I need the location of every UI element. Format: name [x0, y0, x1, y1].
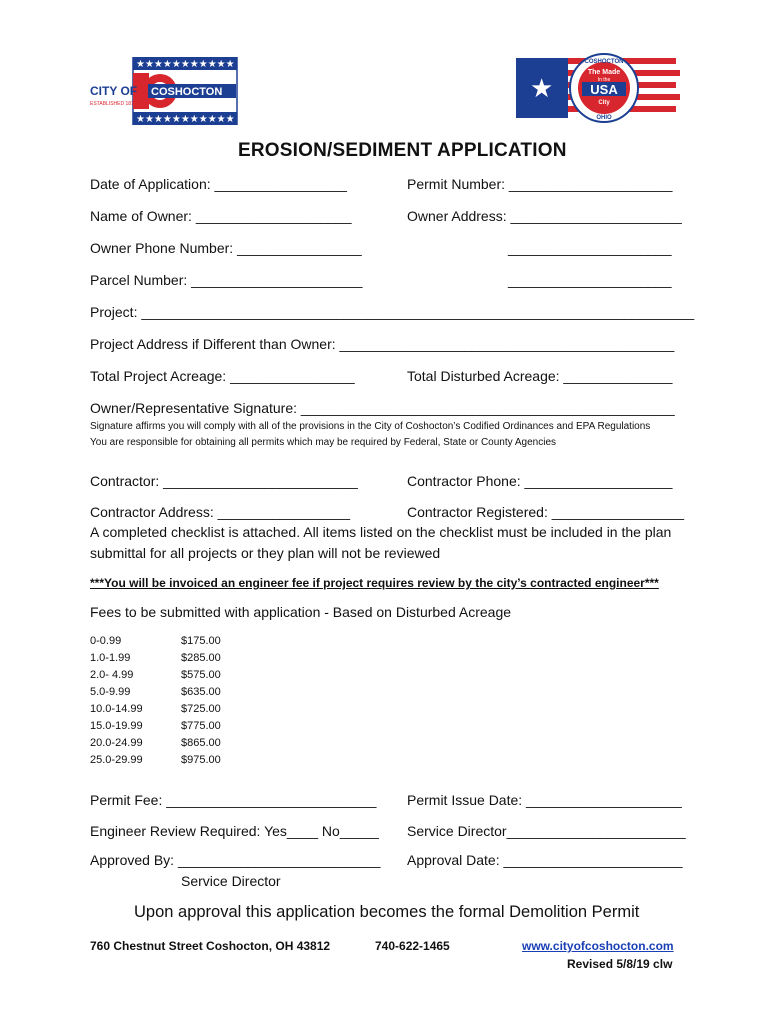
badge-bottom-text: OHIO — [596, 115, 612, 121]
project-address-field[interactable]: Project Address if Different than Owner: ___________________________________________ — [90, 336, 675, 352]
footer-phone: 740-622-1465 — [375, 939, 450, 953]
footer-revised: Revised 5/8/19 clw — [567, 957, 673, 971]
fee-range: 1.0-1.99 — [90, 652, 131, 664]
contractor-phone-field[interactable]: Contractor Phone: ___________________ — [407, 473, 673, 489]
permit-issue-date-field[interactable]: Permit Issue Date: ____________________ — [407, 792, 682, 808]
fee-range-column — [90, 633, 143, 769]
fee-range: 10.0-14.99 — [90, 703, 143, 715]
logo-established-text: ESTABLISHED 1811 — [90, 101, 137, 107]
badge-made-text: The Made — [587, 69, 621, 76]
permit-number-field[interactable]: Permit Number: _____________________ — [407, 176, 673, 192]
contractor-address-field[interactable]: Contractor Address: _________________ — [90, 504, 350, 520]
made-in-usa-city-badge — [512, 52, 680, 124]
footer-website-link[interactable]: www.cityofcoshocton.com — [522, 939, 674, 953]
svg-text:★★★★★★★★★★★: ★★★★★★★★★★★ — [136, 59, 235, 70]
permit-fee-field[interactable]: Permit Fee: ___________________________ — [90, 792, 377, 808]
engineer-fee-notice: ***You will be invoiced an engineer fee if project requires review by the city’s contracted engineer*** — [90, 576, 659, 590]
owner-address-line-2[interactable]: _____________________ — [508, 240, 672, 256]
signature-note-ordinances: Signature affirms you will comply with all of the provisions in the City of Coshocton’s Codified Ordinances and EPA Regulations — [90, 421, 651, 432]
checklist-statement-line-2: submittal for all projects or they plan will not be reviewed — [90, 545, 441, 561]
badge-star-icon: ★ — [530, 74, 554, 104]
svg-text:★★★★★★★★★★★: ★★★★★★★★★★★ — [136, 114, 235, 125]
badge-usa-text: USA — [590, 82, 618, 97]
fee-amount: $175.00 — [181, 635, 221, 647]
owner-signature-field[interactable]: Owner/Representative Signature: ________________________________________________ — [90, 400, 675, 416]
badge-in-the-text: In the — [597, 77, 611, 83]
owner-address-line-3[interactable]: _____________________ — [508, 272, 672, 288]
city-of-coshocton-logo — [88, 57, 238, 125]
fee-range: 20.0-24.99 — [90, 737, 143, 749]
badge-top-text: COSHOCTON — [584, 59, 624, 65]
fee-range: 25.0-29.99 — [90, 754, 143, 766]
engineer-review-field[interactable]: Engineer Review Required: Yes____ No_____ — [90, 823, 379, 839]
fee-amount: $725.00 — [181, 703, 221, 715]
fee-amount: $575.00 — [181, 669, 221, 681]
fee-amount: $775.00 — [181, 720, 221, 732]
contractor-registered-field[interactable]: Contractor Registered: _________________ — [407, 504, 685, 520]
approval-statement: Upon approval this application becomes the formal Demolition Permit — [134, 903, 640, 921]
service-director-field[interactable]: Service Director_______________________ — [407, 823, 686, 839]
project-field[interactable]: Project: _______________________________________________________________________ — [90, 304, 695, 320]
fee-amount-column — [181, 633, 221, 769]
owner-phone-field[interactable]: Owner Phone Number: ________________ — [90, 240, 362, 256]
fee-range: 5.0-9.99 — [90, 686, 131, 698]
owner-address-field[interactable]: Owner Address: ______________________ — [407, 208, 682, 224]
fee-range: 15.0-19.99 — [90, 720, 143, 732]
signature-note-permits: You are responsible for obtaining all permits which may be required by Federal, State or County Agencies — [90, 437, 557, 448]
badge-city-text: City — [598, 100, 610, 106]
fee-amount: $975.00 — [181, 754, 221, 766]
contractor-field[interactable]: Contractor: _________________________ — [90, 473, 358, 489]
name-of-owner-field[interactable]: Name of Owner: ____________________ — [90, 208, 352, 224]
fee-amount: $635.00 — [181, 686, 221, 698]
fee-range: 0-0.99 — [90, 635, 122, 647]
fee-range: 2.0- 4.99 — [90, 669, 134, 681]
logo-city-of-text: CITY OF — [90, 84, 138, 98]
fee-amount: $285.00 — [181, 652, 221, 664]
approved-by-title: Service Director — [181, 873, 281, 889]
fees-heading: Fees to be submitted with application - Based on Disturbed Acreage — [90, 604, 512, 620]
total-disturbed-acreage-field[interactable]: Total Disturbed Acreage: ______________ — [407, 368, 673, 384]
fee-amount: $865.00 — [181, 737, 221, 749]
approval-date-field[interactable]: Approval Date: _______________________ — [407, 852, 683, 868]
page-title: EROSION/SEDIMENT APPLICATION — [238, 140, 567, 161]
total-project-acreage-field[interactable]: Total Project Acreage: ________________ — [90, 368, 355, 384]
checklist-statement-line-1: A completed checklist is attached. All items listed on the checklist must be included in the plan — [90, 524, 672, 540]
approved-by-field[interactable]: Approved By: __________________________ — [90, 852, 381, 868]
parcel-number-field[interactable]: Parcel Number: ______________________ — [90, 272, 363, 288]
footer-address: 760 Chestnut Street Coshocton, OH 43812 — [90, 939, 331, 953]
logo-coshocton-text: COSHOCTON — [151, 86, 223, 98]
date-of-application-field[interactable]: Date of Application: _________________ — [90, 176, 347, 192]
